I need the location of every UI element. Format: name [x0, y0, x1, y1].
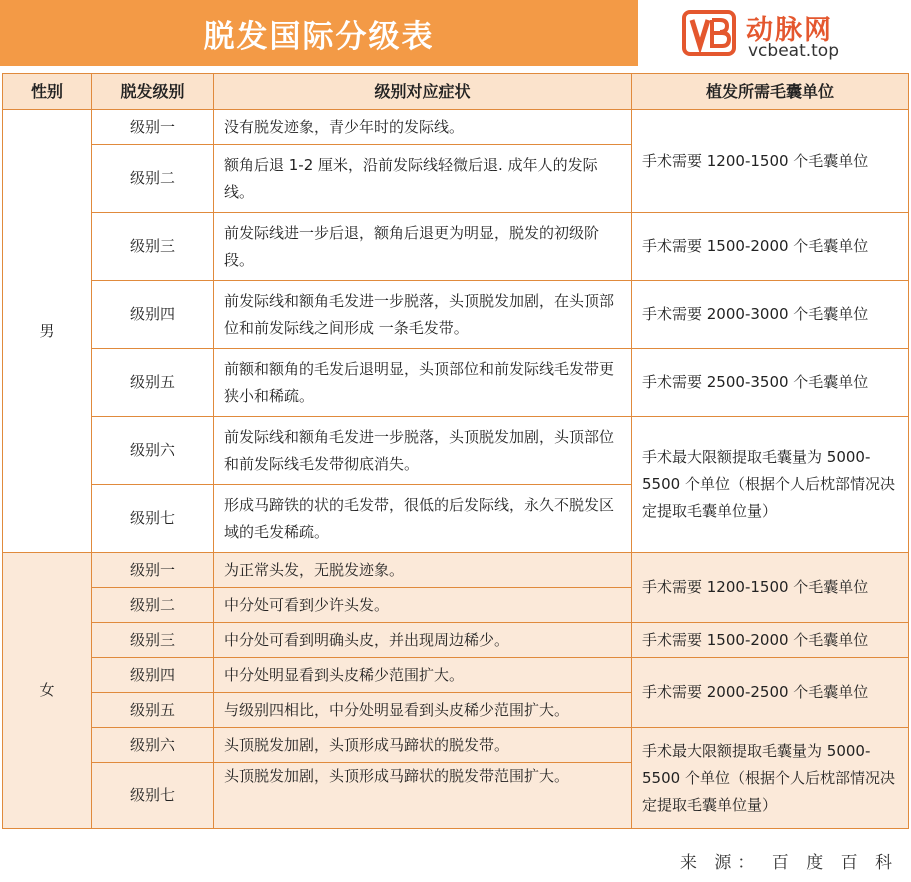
level-cell: 级别七 [92, 763, 214, 829]
level-cell: 级别六 [92, 417, 214, 485]
level-cell: 级别四 [92, 658, 214, 693]
level-cell: 级别一 [92, 110, 214, 145]
table-row [3, 417, 909, 485]
symptom-cell: 没有脱发迹象，青少年时的发际线。 [214, 110, 632, 145]
level-cell: 级别七 [92, 485, 214, 553]
level-cell: 级别三 [92, 623, 214, 658]
header [0, 0, 911, 66]
table-row [3, 623, 909, 658]
level-cell: 级别六 [92, 728, 214, 763]
symptom-cell: 中分处可看到少许头发。 [214, 588, 632, 623]
level-cell: 级别二 [92, 145, 214, 213]
symptom-cell: 形成马蹄铁的状的毛发带，很低的后发际线，永久不脱发区域的毛发稀疏。 [214, 485, 632, 553]
logo-en-text: vcbeat.top [748, 41, 840, 61]
table-row [3, 281, 909, 349]
title-bar [0, 0, 638, 66]
col-header-gender: 性别 [3, 74, 92, 110]
symptom-cell: 前发际线进一步后退，额角后退更为明显，脱发的初级阶段。 [214, 213, 632, 281]
level-cell: 级别三 [92, 213, 214, 281]
symptom-cell: 前发际线和额角毛发进一步脱落，头顶脱发加剧，在头顶部位和前发际线之间形成 一条毛发带。 [214, 281, 632, 349]
requirement-cell: 手术最大限额提取毛囊量为 5000-5500 个单位（根据个人后枕部情况决定提取毛囊单位量） [632, 417, 909, 553]
col-header-level: 脱发级别 [92, 74, 214, 110]
symptom-cell: 与级别四相比，中分处明显看到头皮稀少范围扩大。 [214, 693, 632, 728]
symptom-cell: 额角后退 1-2 厘米，沿前发际线轻微后退. 成年人的发际线。 [214, 145, 632, 213]
requirement-cell: 手术需要 2500-3500 个毛囊单位 [632, 349, 909, 417]
col-header-requirement: 植发所需毛囊单位 [632, 74, 909, 110]
table-row [3, 110, 909, 145]
symptom-cell: 中分处可看到明确头皮，并出现周边稀少。 [214, 623, 632, 658]
requirement-cell: 手术最大限额提取毛囊量为 5000-5500 个单位（根据个人后枕部情况决定提取毛囊单位量） [632, 728, 909, 829]
male-section [3, 110, 909, 553]
requirement-cell: 手术需要 2000-3000 个毛囊单位 [632, 281, 909, 349]
symptom-cell: 为正常头发，无脱发迹象。 [214, 553, 632, 588]
level-cell: 级别一 [92, 553, 214, 588]
page-title: 脱发国际分级表 [203, 18, 435, 55]
table-row [3, 349, 909, 417]
requirement-cell: 手术需要 1200-1500 个毛囊单位 [632, 110, 909, 213]
requirement-cell: 手术需要 2000-2500 个毛囊单位 [632, 658, 909, 728]
level-cell: 级别五 [92, 693, 214, 728]
table-header-row [3, 74, 909, 110]
symptom-cell: 头顶脱发加剧，头顶形成马蹄状的脱发带范围扩大。 [214, 763, 632, 829]
vcbeat-logo [682, 8, 902, 60]
source-credit: 来 源： 百 度 百 科 [680, 853, 899, 873]
requirement-cell: 手术需要 1500-2000 个毛囊单位 [632, 623, 909, 658]
level-cell: 级别四 [92, 281, 214, 349]
table-row [3, 553, 909, 588]
level-cell: 级别五 [92, 349, 214, 417]
logo-cn-text: 动脉网 [746, 15, 833, 46]
table-row [3, 658, 909, 693]
requirement-cell: 手术需要 1500-2000 个毛囊单位 [632, 213, 909, 281]
table-row [3, 728, 909, 763]
level-cell: 级别二 [92, 588, 214, 623]
gender-cell-male: 男 [3, 110, 92, 553]
hair-loss-grading-table [2, 73, 909, 829]
col-header-symptom: 级别对应症状 [214, 74, 632, 110]
vb-logo-icon [682, 8, 738, 58]
table-row [3, 213, 909, 281]
symptom-cell: 前发际线和额角毛发进一步脱落，头顶脱发加剧，头顶部位和前发际线毛发带彻底消失。 [214, 417, 632, 485]
symptom-cell: 中分处明显看到头皮稀少范围扩大。 [214, 658, 632, 693]
requirement-cell: 手术需要 1200-1500 个毛囊单位 [632, 553, 909, 623]
gender-cell-female: 女 [3, 553, 92, 829]
female-section [3, 553, 909, 829]
symptom-cell: 前额和额角的毛发后退明显，头顶部位和前发际线毛发带更狭小和稀疏。 [214, 349, 632, 417]
symptom-cell: 头顶脱发加剧，头顶形成马蹄状的脱发带。 [214, 728, 632, 763]
